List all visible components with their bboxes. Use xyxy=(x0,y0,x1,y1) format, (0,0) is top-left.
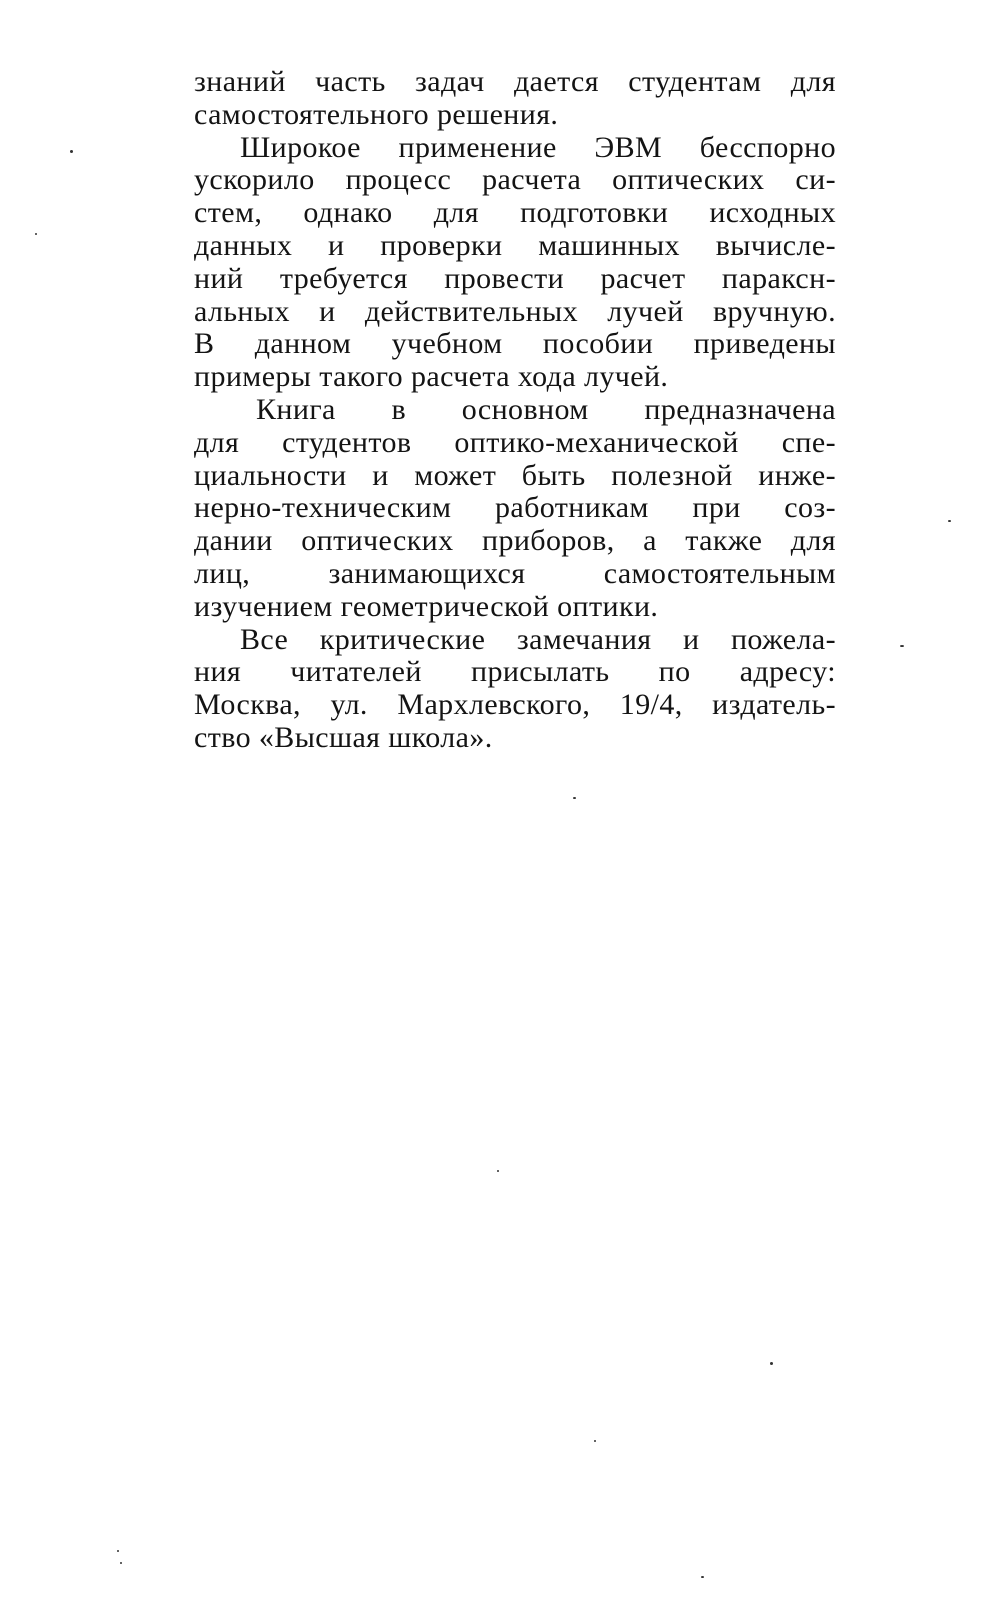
text-line: ний требуется провести расчет параксн- xyxy=(194,261,836,295)
text-line: стем, однако для подготовки исходных xyxy=(194,196,836,230)
text-line: Все критические замечания и пожела- xyxy=(240,622,836,656)
scan-speck xyxy=(117,1550,119,1552)
scan-speck xyxy=(701,1576,704,1578)
scan-speck xyxy=(900,645,904,647)
scan-speck xyxy=(70,150,73,153)
text-line: Широкое применение ЭВМ бесспорно xyxy=(240,130,836,164)
text-line: лиц, занимающихся самостоятельным xyxy=(194,556,836,590)
text-line: нерно-техническим работникам при соз- xyxy=(194,491,836,525)
scan-speck xyxy=(573,797,576,799)
text-line: данных и проверки машинных вычисле- xyxy=(194,228,836,262)
body-text xyxy=(194,66,836,755)
text-line: Москва, ул. Мархлевского, 19/4, издатель- xyxy=(194,688,836,722)
text-line: изучением геометрической оптики. xyxy=(194,589,659,623)
scan-speck xyxy=(594,1440,596,1442)
scan-speck xyxy=(35,233,37,235)
text-line: ния читателей присылать по адресу: xyxy=(194,655,836,689)
text-line: самостоятельного решения. xyxy=(194,97,559,131)
text-line: примеры такого расчета хода лучей. xyxy=(194,360,669,394)
text-line: знаний часть задач дается студентам для xyxy=(194,65,836,98)
text-line: циальности и может быть полезной инже- xyxy=(194,458,836,492)
text-line: ство «Высшая школа». xyxy=(194,720,493,754)
text-line: В данном учебном пособии приведены xyxy=(194,327,836,361)
text-line: альных и действительных лучей вручную. xyxy=(194,294,836,328)
scan-speck xyxy=(497,1170,499,1172)
text-line: дании оптических приборов, а также для xyxy=(194,524,836,558)
text-line: ускорило процесс расчета оптических си- xyxy=(194,163,836,197)
scan-speck xyxy=(120,1562,122,1564)
text-line: Книга в основном предназначена xyxy=(256,392,836,426)
scan-speck xyxy=(948,520,951,522)
scan-speck xyxy=(770,1362,773,1365)
text-line: для студентов оптико-механической спе- xyxy=(194,425,836,459)
